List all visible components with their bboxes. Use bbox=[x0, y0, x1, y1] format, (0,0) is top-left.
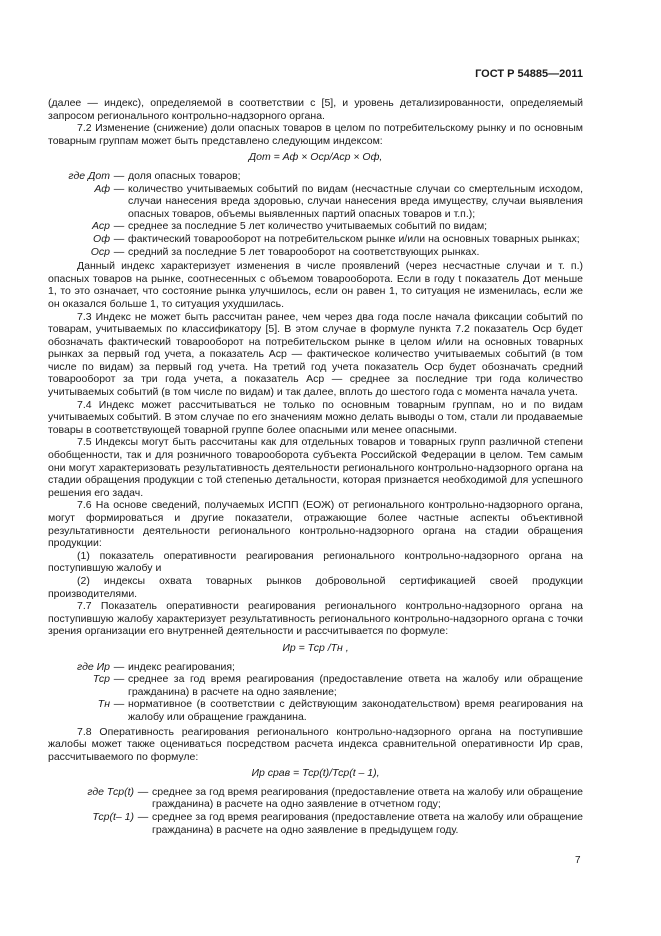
definition-symbol: Тср(t– 1) bbox=[92, 811, 134, 824]
definition-row: где Дот — доля опасных товаров; bbox=[48, 170, 583, 183]
definition-text: нормативное (в соответствии с действующим законодательством) время реагирования на жалобу или обращение гражданина. bbox=[128, 698, 583, 723]
definition-row: Аф — количество учитываемых событий по видам (несчастные случаи со смертельным исходом, случаи нанесения вреда здоровью, случаи нанесения вреда имуществу, случаи выявления опасных товаров, объемы выявленных партий опасных товаров и т.п.); bbox=[48, 183, 583, 221]
list-item-1: (1) показатель оперативности реагирования регионального контрольно-надзорного органа на поступившую жалобу и bbox=[48, 549, 583, 575]
formula-dot: Дот = Аф × Оср/Аср × Оф, bbox=[248, 151, 383, 164]
definition-text: среднее за год время реагирования (предоставление ответа на жалобу или обращение гражданина) в расчете на одно заявление в отчетном году; bbox=[152, 785, 583, 811]
definition-row: где Тср(t) — среднее за год время реагирования (предоставление ответа на жалобу или обращение гражданина) в расчете на одно заявление в отчетном году; bbox=[48, 786, 583, 811]
paragraph-intro: (далее — индекс), определяемой в соответствии с [5], и уровень детализированности, определяемый запросом регионального контрольно-надзорного органа. bbox=[48, 97, 583, 122]
paragraph-7-2: 7.2 Изменение (снижение) доли опасных товаров в целом по потребительскому рынку и по основным товарным группам может быть представлено следующим индексом: bbox=[48, 122, 583, 147]
list-item-2: (2) индексы охвата товарных рынков добровольной сертификацией своей продукции производителями. bbox=[48, 574, 583, 600]
definition-text: среднее за последние 5 лет количество учитываемых событий по видам; bbox=[128, 220, 488, 233]
definition-symbol: где Тср(t) bbox=[87, 785, 134, 798]
definition-symbol: где Ир bbox=[77, 660, 110, 673]
definition-row: Аср — среднее за последние 5 лет количество учитываемых событий по видам; bbox=[48, 220, 583, 233]
definition-symbol: Тср bbox=[92, 673, 110, 686]
definitions-comparative bbox=[48, 786, 583, 836]
paragraph-7-8: 7.8 Оперативность реагирования регионального контрольно-надзорного органа на поступившие жалобы может также оцениваться посредством расчета индекса сравнительной оперативности Ир срав, рассчитываемого по формуле: bbox=[48, 725, 583, 763]
paragraph-7-7: 7.7 Показатель оперативности реагирования регионального контрольно-надзорного органа на поступившую жалобу характеризует результативность регионального контрольно-надзорного органа с точки зрения организации его внутренней деятельности и рассчитывается по формуле: bbox=[48, 600, 583, 638]
page-body bbox=[48, 97, 583, 838]
definition-text: доля опасных товаров; bbox=[128, 169, 241, 182]
formula-comparative-index: Ир срав = Тср(t)/Тср(t – 1), bbox=[251, 767, 380, 780]
paragraph-7-4: 7.4 Индекс может рассчитываться не только по основным товарным группам, но и по видам учитываемых событий. В этом случае по его значениям можно делать выводы о том, стали ли продаваемые товары в соответствующей товарной группе более опасными или менее опасными. bbox=[48, 398, 583, 436]
definition-row: Тср — среднее за год время реагирования (предоставление ответа на жалобу или обращение гражданина) в расчете на одно заявление; bbox=[48, 673, 583, 698]
definition-row: где Ир — индекс реагирования; bbox=[48, 661, 583, 674]
definition-symbol: Аср bbox=[92, 220, 110, 233]
definition-symbol: где Дот bbox=[68, 169, 110, 182]
formula-reaction-index: Ир = Тср /Тн , bbox=[282, 641, 349, 654]
paragraph-index-meaning: Данный индекс характеризует изменения в числе проявлений (через несчастные случаи и т. п.) опасных товаров на рынке, соотнесенных с объемом товарооборота. Если в году t показатель Дот меньше 1, то это означает, что состояние рынка улучшилось, если он равен 1, то ситуация не изменилась, если же он оказался больше 1, то ситуация ухудшилась. bbox=[48, 260, 583, 310]
definition-text: количество учитываемых событий по видам (несчастные случаи со смертельным исходом, случаи нанесения вреда здоровью, случаи нанесения вреда имуществу, случаи выявления опасных товаров, объемы выявленных партий опасных товаров и т.п.); bbox=[128, 182, 583, 220]
definition-row: Тн — нормативное (в соответствии с действующим законодательством) время реагирования на жалобу или обращение гражданина. bbox=[48, 698, 583, 723]
definitions-reaction bbox=[48, 661, 583, 724]
definition-text: среднее за год время реагирования (предоставление ответа на жалобу или обращение гражданина) в расчете на одно заявление; bbox=[128, 673, 583, 698]
paragraph-7-3: 7.3 Индекс не может быть рассчитан ранее, чем через два года после начала фиксации событий по товарам, учитываемых по классификатору [5]. В этом случае в формуле пункта 7.2 показатель Оср будет обозначать фактический товарооборот на потребительском рынке в целом и/или на основных товарных рынках за первый год учета, а показатель Аср — фактическое количество учитываемых событий (в том числе по видам) за первый год учета. На третий год учета показатель Оср будет обозначать средний товарооборот за три года учета, а показатель Аср — среднее за последние три года количество учитываемых событий (в том числе по видам) и так далее, вплоть до шестого года с момента начала учета. bbox=[48, 310, 583, 399]
paragraph-7-5: 7.5 Индексы могут быть рассчитаны как для отдельных товаров и товарных групп различной степени обобщенности, так и для розничного товарооборота субъекта Российской Федерации в целом. Тем самым они могут характеризовать результативность деятельности регионального контрольно-надзорного органа на стадии обращения продукции с той степенью детальности, которая признается необходимой для успешного решения его задач. bbox=[48, 436, 583, 499]
document-header: ГОСТ Р 54885—2011 bbox=[475, 68, 583, 80]
definition-text: фактический товарооборот на потребительском рынке и/или на основных товарных рынках; bbox=[128, 232, 580, 245]
definition-text: среднее за год время реагирования (предоставление ответа на жалобу или обращение гражданина) в расчете на одно заявление в предыдущем году. bbox=[152, 811, 583, 836]
page-number: 7 bbox=[575, 855, 581, 866]
paragraph-7-6: 7.6 На основе сведений, получаемых ИСПП (ЕОЖ) от регионального контрольно-надзорного органа, могут формироваться и другие показатели, отражающие более частные аспекты объективной результативности деятельности регионального контрольно-надзорного органа на стадии обращения продукции: bbox=[48, 499, 583, 550]
definition-row: Оср — средний за последние 5 лет товарооборот на соответствующих рынках. bbox=[48, 246, 583, 259]
definition-symbol: Оф bbox=[93, 232, 110, 245]
definition-symbol: Аф bbox=[94, 182, 110, 195]
definition-row: Оф — фактический товарооборот на потребительском рынке и/или на основных товарных рынках; bbox=[48, 233, 583, 246]
definition-row: Тср(t– 1) — среднее за год время реагирования (предоставление ответа на жалобу или обращение гражданина) в расчете на одно заявление в предыдущем году. bbox=[48, 811, 583, 836]
definition-symbol: Тн bbox=[97, 698, 110, 711]
definition-text: средний за последние 5 лет товарооборот на соответствующих рынках. bbox=[128, 245, 480, 258]
definition-text: индекс реагирования; bbox=[128, 660, 235, 673]
definition-symbol: Оср bbox=[90, 245, 110, 258]
definitions-dot bbox=[48, 170, 583, 258]
